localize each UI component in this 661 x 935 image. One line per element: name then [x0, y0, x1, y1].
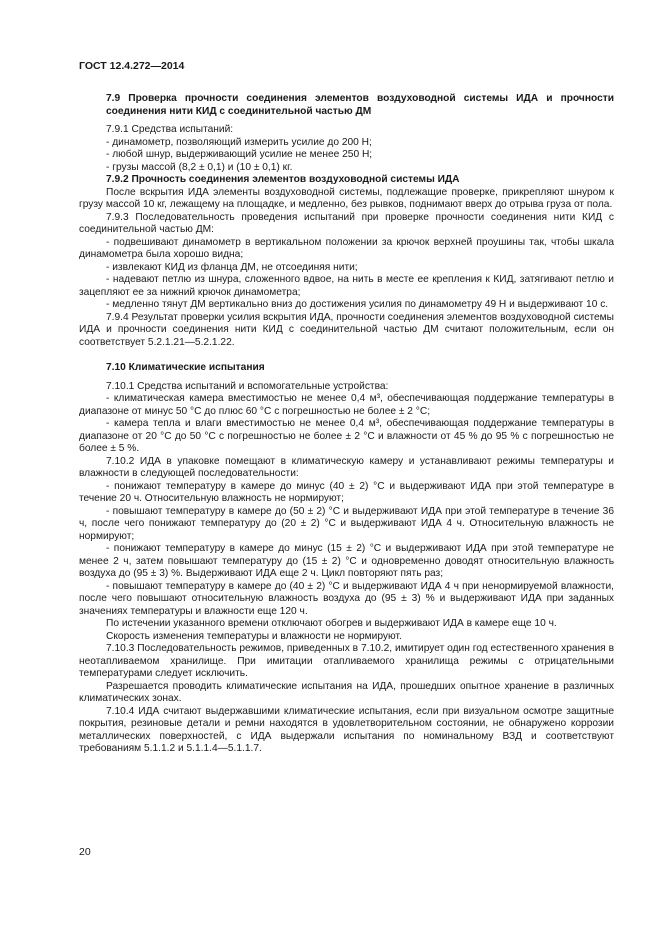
section-title-7-10: 7.10 Климатические испытания: [106, 362, 265, 373]
page-number: 20: [79, 846, 91, 858]
list-item: - любой шнур, выдерживающий усилие не менее 250 Н;: [106, 149, 373, 160]
list-item: - динамометр, позволяющий измерить усилие до 200 Н;: [106, 136, 372, 148]
document-header: ГОСТ 12.4.272—2014: [79, 60, 185, 72]
section-title-7-9: 7.9 Проверка прочности соединения элементов воздуховодной системы ИДА и прочности соединения нити КИД с соединительной частью ДМ: [106, 93, 614, 117]
paragraph: Скорость изменения температуры и влажности не нормируют.: [106, 630, 402, 642]
paragraph: Разрешается проводить климатические испытания на ИДА, прошедших опытное хранение в различных климатических зонах.: [79, 680, 614, 704]
list-item: - камера тепла и влаги вместимостью не менее 0,4 м³, обеспечивающая поддержание температуры в диапазоне от 20 °С до 50 °С с погрешностью не более ± 2 °С и влажности от 45 % до 95 % с погрешностью не более ± 5 %.: [79, 418, 614, 454]
document-body: [79, 93, 614, 756]
list-item: - понижают температуру в камере до минус (40 ± 2) °С и выдерживают ИДА при этой температуре в течение 20 ч. Относительную влажность не нормируют;: [79, 480, 614, 504]
paragraph: 7.10.4 ИДА считают выдержавшими климатические испытания, если при визуальном осмотре защитные покрытия, резиновые детали и ремни находятся в удовлетворительном состоянии, не обнаружено коррозии металлических поверхностей, с ИДА выдержали испытания по номинальному ВЗД и соответствуют требованиям 5.1.1.2 и 5.1.1.4—5.1.1.7.: [79, 705, 614, 754]
paragraph: 7.10.3 Последовательность режимов, приведенных в 7.10.2, имитирует один год естественного хранения в неотапливаемом хранилище. При имитации отапливаемого хранилища режимы с отрицательными температурами следует исключить.: [79, 643, 614, 679]
list-item: - понижают температуру в камере до минус (15 ± 2) °С и выдерживают ИДА при этой температуре не менее 2 ч, затем повышают температуру до (15 ± 2) °С и одновременно доводят относительную влажность воздуха до (95 ± 3) %. Выдерживают ИДА еще 2 ч. Цикл повторяют пять раз;: [79, 543, 614, 579]
list-item: - повышают температуру в камере до (40 ± 2) °С и выдерживают ИДА 4 ч при ненормируемой влажности, после чего повышают относительную влажность воздуха до (95 ± 3) % и выдерживают ИДА при заданных значениях температуры и влажности еще 120 ч.: [79, 580, 614, 617]
subsection-title-7-9-2: 7.9.2 Прочность соединения элементов воздуховодной системы ИДА: [106, 174, 460, 185]
list-item: - грузы массой (8,2 ± 0,1) и (10 ± 0,1) кг.: [106, 161, 293, 173]
list-item: - медленно тянут ДМ вертикально вниз до достижения усилия по динамометру 49 Н и выдерживают 10 с.: [106, 299, 609, 310]
list-item: - извлекают КИД из фланца ДМ, не отсоединяя нити;: [106, 261, 358, 273]
list-item: - подвешивают динамометр в вертикальном положении за крючок верхней проушины так, чтобы шкала динамометра была хорошо видна;: [79, 236, 614, 260]
paragraph: 7.10.2 ИДА в упаковке помещают в климатическую камеру и устанавливают режимы температуры и влажности в следующей последовательности:: [79, 455, 614, 479]
paragraph: 7.9.4 Результат проверки усилия вскрытия ИДА, прочности соединения элементов воздуховодной системы ИДА и прочности соединения нити КИД с соединительной частью ДМ считают положительным, если он соответствует 5.2.1.21—5.2.1.22.: [79, 311, 614, 348]
list-item: - надевают петлю из шнура, сложенного вдвое, на нить в месте ее крепления к КИД, затягивают петлю и зацепляют ее за нижний крючок динамометра;: [79, 274, 614, 298]
list-item: - повышают температуру в камере до (50 ± 2) °С и выдерживают ИДА при этой температуре в течение 36 ч, после чего понижают температуру до (20 ± 2) °С и выдерживают ИДА 4 ч. Относительную влажность не нормируют;: [79, 505, 614, 542]
paragraph: 7.9.3 Последовательность проведения испытаний при проверке прочности соединения нити КИД с соединительной частью ДМ:: [79, 211, 614, 235]
paragraph: По истечении указанного времени отключают обогрев и выдерживают ИДА в камере еще 10 ч.: [106, 618, 557, 629]
list-item: - климатическая камера вместимостью не менее 0,4 м³, обеспечивающая поддержание температуры в диапазоне от минус 50 °С до плюс 60 °С с погрешностью не более ± 2 °С;: [79, 393, 614, 417]
paragraph: 7.10.1 Средства испытаний и вспомогательные устройства:: [106, 380, 389, 392]
paragraph: 7.9.1 Средства испытаний:: [106, 124, 234, 135]
paragraph: После вскрытия ИДА элементы воздуховодной системы, подлежащие проверке, прикрепляют шнуром к грузу массой 10 кг, лежащему на площадке, и медленно, без рывков, поднимают вверх до отрыва груза от пола.: [79, 186, 614, 210]
